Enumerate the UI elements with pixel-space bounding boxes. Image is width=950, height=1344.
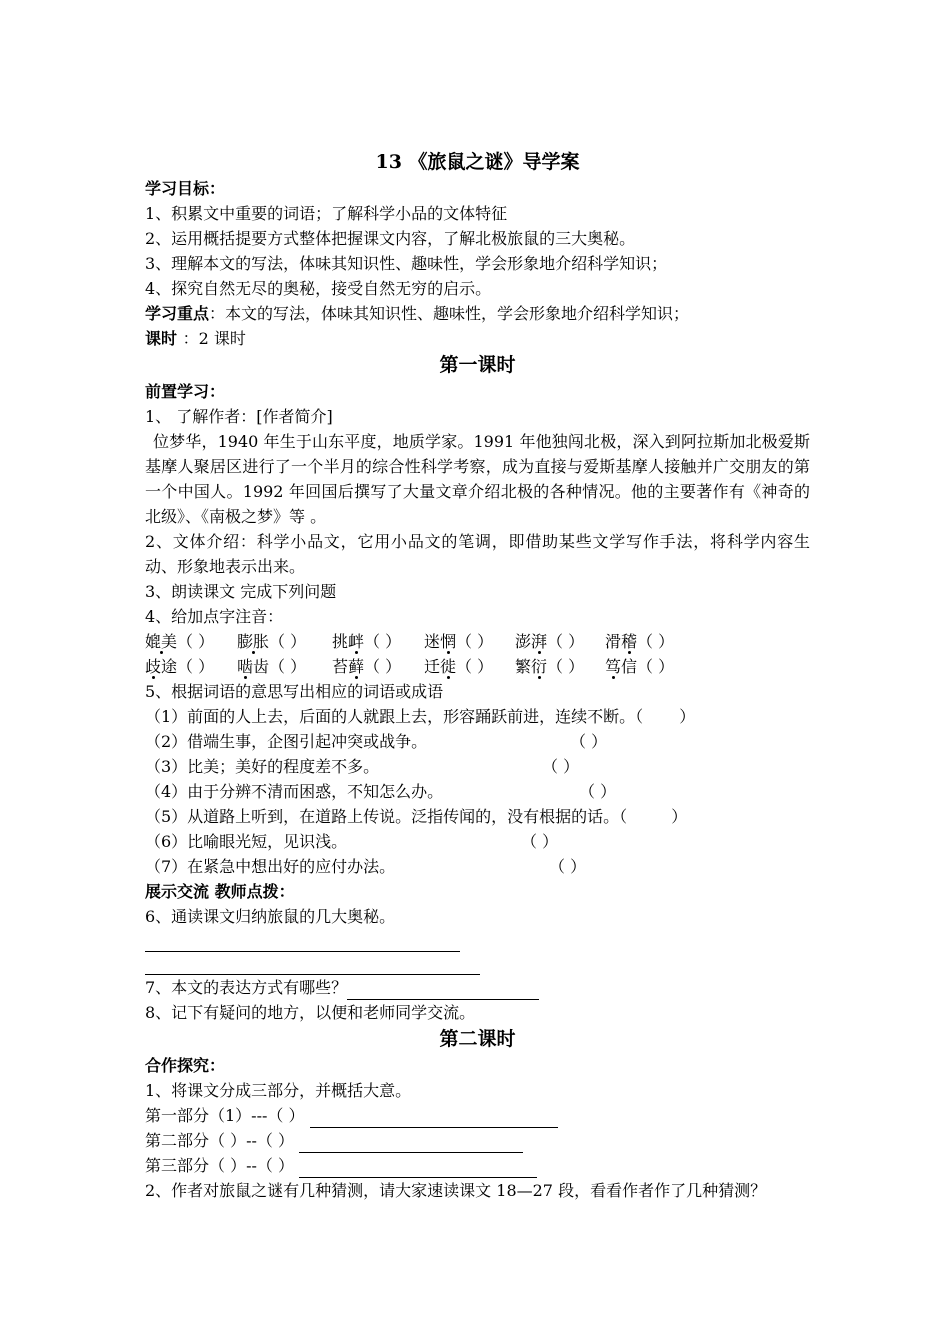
question-8: 8、记下有疑问的地方，以便和老师同学交流。 (145, 1003, 476, 1022)
focus-label: 学习重点 (145, 304, 210, 323)
lesson1-heading: 第一课时 (439, 354, 516, 376)
hours-line (145, 326, 810, 351)
pinyin-item: 迷惘（ ） (424, 632, 494, 651)
answer-blank[interactable] (347, 981, 539, 1000)
pinyin-item: 歧途（ ） (145, 657, 215, 676)
pinyin-item: 啮齿（ ） (237, 657, 307, 676)
question-6: 6、通读课文归纳旅鼠的几大奥秘。 (145, 907, 396, 926)
part-line: 第三部分（ ）--（ ） (145, 1153, 810, 1178)
definition-item: （1）前面的人上去，后面的人就跟上去，形容踊跃前进，连续不断。（ ） (145, 707, 696, 726)
pinyin-item: 苔藓（ ） (332, 657, 402, 676)
goal-item: 3、理解本文的写法，体味其知识性、趣味性，学会形象地介绍科学知识； (145, 254, 668, 273)
answer-blank[interactable] (299, 1134, 523, 1153)
show-heading: 展示交流 教师点拨： (145, 882, 295, 901)
focus-text: ：本文的写法，体味其知识性、趣味性，学会形象地介绍科学知识； (209, 304, 690, 323)
page-title: 13 《旅鼠之谜》导学案 (375, 151, 580, 173)
hours-label: 课时 (145, 329, 183, 348)
focus-line (145, 301, 810, 326)
goals-heading: 学习目标： (145, 179, 226, 198)
pinyin-item: 滑稽（ ） (605, 632, 675, 651)
pinyin-item: 笃信（ ） (605, 657, 675, 676)
definition-item: （4）由于分辨不清而困惑，不知怎么办。 （ ） (145, 782, 617, 801)
question-1: 1、 了解作者：[作者简介] (145, 407, 333, 426)
answer-blank[interactable] (299, 1159, 537, 1178)
question-3: 3、朗读课文 完成下列问题 (145, 582, 337, 601)
part-line: 第二部分（ ）--（ ） (145, 1128, 810, 1153)
question-2: 2、文体介绍：科学小品文，它用小品文的笔调，即借助某些文学写作手法，将科学内容生动、形象地表示出来。 (145, 532, 810, 576)
goal-item: 2、运用概括提要方式整体把握课文内容，了解北极旅鼠的三大奥秘。 (145, 229, 636, 248)
part-line: 第一部分（1）---（ ） (145, 1103, 810, 1128)
pinyin-item: 迁徙（ ） (424, 657, 494, 676)
lesson2-question-1: 1、将课文分成三部分，并概括大意。 (145, 1081, 412, 1100)
pre-study-heading: 前置学习： (145, 382, 226, 401)
definition-item: （7）在紧急中想出好的应付办法。 （ ） (145, 857, 587, 876)
definition-item: （3）比美；美好的程度差不多。 （ ） (145, 757, 580, 776)
goal-item: 1、积累文中重要的词语；了解科学小品的文体特征 (145, 204, 508, 223)
question-5: 5、根据词语的意思写出相应的词语或成语 (145, 682, 444, 701)
pinyin-item: 媲美（ ） (145, 632, 215, 651)
answer-line[interactable] (145, 952, 480, 975)
author-bio: 位梦华，1940 年生于山东平度，地质学家。1991 年他独闯北极，深入到阿拉斯加北极爱斯基摩人聚居区进行了一个半月的综合性科学考察，成为直接与爱斯基摩人接触并广交朋友的第一个中国人。1992 年回国后撰写了大量文章介绍北极的各种情况。他的主要著作有《神奇的北级》、《南极之梦》等 。 (145, 432, 810, 526)
definition-item: （6）比喻眼光短，见识浅。 （ ） (145, 832, 559, 851)
answer-line[interactable] (145, 929, 460, 952)
pinyin-item: 膨胀（ ） (237, 632, 307, 651)
answer-blank[interactable] (310, 1109, 558, 1128)
hours-text: ：2 课时 (182, 329, 246, 348)
coop-heading: 合作探究： (145, 1056, 226, 1075)
lesson2-question-2: 2、作者对旅鼠之谜有几种猜测，请大家速读课文 18—27 段，看看作者作了几种猜测？ (145, 1181, 767, 1200)
pinyin-row-2 (145, 654, 810, 679)
pinyin-item: 挑衅（ ） (332, 632, 402, 651)
lesson2-heading: 第二课时 (439, 1028, 516, 1050)
question-7: 7、本文的表达方式有哪些？ (145, 975, 810, 1000)
question-4: 4、给加点字注音： (145, 607, 284, 626)
goal-item: 4、探究自然无尽的奥秘，接受自然无穷的启示。 (145, 279, 492, 298)
definition-item: （2）借端生事，企图引起冲突或战争。 （ ） (145, 732, 608, 751)
pinyin-row-1 (145, 629, 810, 654)
document-page (145, 148, 810, 1203)
definition-item: （5）从道路上听到，在道路上传说。泛指传闻的，没有根据的话。（ ） (145, 807, 688, 826)
pinyin-item: 澎湃（ ） (515, 632, 585, 651)
pinyin-item: 繁衍（ ） (515, 657, 585, 676)
